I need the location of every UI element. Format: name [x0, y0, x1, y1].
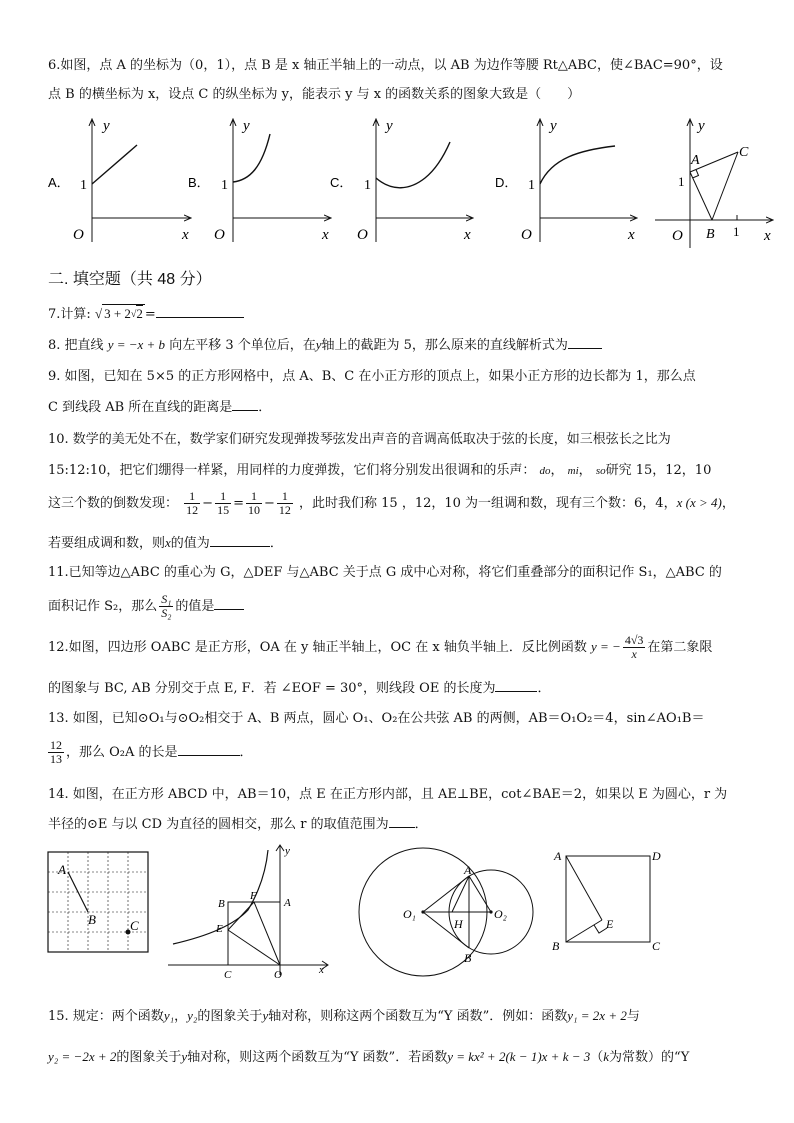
q10-line2-text: 15:12:10，把它们绷得一样紧，用同样的力度弹拨，它们将分别发出很调和的乐声：	[48, 463, 536, 478]
option-c-x-label: x	[464, 227, 471, 243]
q14-fig-d: D	[652, 849, 661, 863]
option-c-origin: O	[357, 227, 368, 243]
q8-answer-blank[interactable]	[568, 336, 602, 349]
q11-line2-end: 的值是	[175, 599, 215, 614]
q9-line1: 9. 如图，已知在 5×5 的正方形网格中，点 A、B、C 在小正方形的顶点上，如果小正方形的边长都为 1，那么点	[48, 369, 696, 384]
option-b-y-label: y	[243, 118, 250, 134]
q8-y-var: y	[315, 337, 322, 352]
q14-fig-e: E	[606, 917, 614, 931]
fig-y-label: y	[698, 118, 705, 134]
q12-fig-a: A	[284, 897, 291, 909]
q12-fig-f: F	[250, 890, 257, 902]
q7-equals: =	[144, 307, 156, 322]
q13-fig-a: A	[464, 863, 472, 877]
q15-example-fn2: y₂ = −2x + 2	[48, 1049, 117, 1064]
q10-comma: ，	[721, 496, 735, 511]
q8-part-a: 8. 把直线	[48, 338, 104, 353]
option-d-y-label: y	[550, 118, 557, 134]
q10-answer-blank[interactable]	[210, 534, 270, 547]
q13-answer-blank[interactable]	[178, 743, 240, 756]
fig-point-c: C	[739, 145, 749, 160]
q14-fig-a: A	[554, 849, 562, 863]
q10-do: do	[539, 465, 551, 477]
option-c-label: C．	[330, 175, 353, 190]
q11-fraction: $\frac{\text{S₁}}{\text{S₂}}$	[161, 592, 172, 620]
option-a-graph	[48, 118, 190, 243]
q11-answer-blank[interactable]	[214, 597, 244, 610]
q6-line2: 点 B 的横坐标为 x，设点 C 的纵坐标为 y，能表示 y 与 x 的函数关系的图象大致是（ ）	[48, 87, 581, 102]
q15-line1-text: 15. 规定：两个函数	[48, 1009, 164, 1024]
q15-y-var: y	[262, 1008, 269, 1023]
q12-line1	[48, 632, 712, 663]
q7-answer-blank[interactable]	[156, 305, 244, 318]
q13-fraction: $\frac{12}{13}$	[50, 738, 62, 766]
q15-line2: y₂ = −2x + 2的图象关于y轴对称，则这两个函数互为“Y 函数”．若函数y = kx² + 2(k − 1)x + k − 3（k为常数）的“Y	[48, 1049, 690, 1065]
q14-answer-blank[interactable]	[389, 815, 415, 828]
q8-part-c: 轴上的截距为 5，那么原来的直线解析式为	[321, 338, 568, 353]
option-c-one: 1	[364, 178, 371, 193]
fig-origin: O	[672, 228, 683, 244]
q12-fig-o: O	[274, 969, 282, 980]
q12-line1-text: 12.如图，四边形 OABC 是正方形，OA 在 y 轴正半轴上，OC 在 x 轴负半轴上．反比例函数	[48, 640, 587, 655]
option-d-x-label: x	[628, 227, 635, 243]
option-b-one: 1	[221, 178, 228, 193]
q10-frac-3: $\frac{1}{10}$	[247, 489, 260, 517]
q14-figure	[552, 849, 661, 953]
q6-options-figure	[40, 112, 794, 252]
q13-fig-h: H	[454, 917, 463, 931]
q9-end: ．	[258, 400, 272, 415]
q10-line3: 这三个数的倒数发现： $\frac{1}{12}$ − $\frac{1}{15}$ = $\frac{1}{10}$ − $\frac{1}{12}$ ，此时我们称 15 ，12，10 为一组调和数，现有三个数：6，4，x (x > 4)，	[48, 489, 735, 517]
option-d-origin: O	[521, 227, 532, 243]
q10-line4: 若要组成调和数，则x的值为 ．	[48, 535, 283, 551]
q12-fig-y: y	[285, 845, 290, 857]
q9-line2-text: C 到线段 AB 所在直线的距离是	[48, 400, 233, 415]
q7-prefix: 7.计算:	[48, 307, 91, 322]
q12-fn-left: y = −	[591, 639, 621, 654]
q13-line2: $\frac{12}{13}$ ，那么 O₂A 的长是 ．	[50, 738, 253, 766]
q10-line3-text: 这三个数的倒数发现：	[48, 496, 179, 511]
fig-point-a: A	[691, 153, 700, 168]
q10-so: so	[595, 465, 606, 477]
q11-line2	[48, 592, 244, 622]
q6-line1: 6.如图，点 A 的坐标为（0，1），点 B 是 x 轴正半轴上的一动点，以 AB 为边作等腰 Rt△ABC，使∠BAC=90°，设	[48, 58, 723, 73]
q11-line2-text: 面积记作 S₂，那么	[48, 599, 158, 614]
q13-figure	[359, 848, 533, 976]
q8-function: y = −x + b	[107, 337, 166, 352]
q12-figure	[168, 845, 328, 980]
q9-line2	[48, 398, 271, 417]
fig-one-x: 1	[733, 224, 740, 239]
option-a-label: A．	[48, 175, 70, 190]
fig-x-label: x	[764, 228, 771, 244]
option-c-y-label: y	[386, 118, 393, 134]
q10-line2-end: 研究 15，12，10	[605, 463, 712, 478]
q13-line2-text: ，那么 O₂A 的长是	[66, 745, 178, 760]
q10-frac-2: $\frac{1}{15}$	[217, 489, 230, 517]
option-a-y-label: y	[103, 118, 110, 134]
option-b-origin: O	[214, 227, 225, 243]
q9-answer-blank[interactable]	[232, 398, 258, 411]
option-c-graph	[330, 118, 472, 243]
q12-line2: 的图象与 BC, AB 分别交于点 E, F．若 ∠EOF = 30°，则线段 OE 的长度为 ．	[48, 681, 551, 696]
q12-fig-b: B	[218, 898, 225, 910]
q15-function: y = kx² + 2(k − 1)x + k − 3	[447, 1049, 591, 1064]
q6-reference-figure	[655, 118, 772, 248]
q10-frac-4: $\frac{1}{12}$	[278, 489, 291, 517]
section-heading: 二. 填空题（共 48 分）	[48, 271, 212, 288]
q8-part-b: 向左平移 3 个单位后，在	[169, 338, 316, 353]
q10-line2: 15:12:10，把它们绷得一样紧，用同样的力度弹拨，它们将分别发出很调和的乐声： do， mi， so研究 15，12，10	[48, 463, 712, 478]
q14-line1: 14. 如图，在正方形 ABCD 中，AB＝10，点 E 在正方形内部，且 AE⊥BE，cot∠BAE＝2，如果以 E 为圆心，r 为	[48, 787, 728, 802]
q10-mi: mi	[567, 465, 579, 477]
q14-fig-c: C	[652, 939, 661, 953]
q10-x-var: x	[165, 535, 171, 550]
q15-y2: y₂	[187, 1008, 198, 1023]
q7-radicand: 3 + 2√2	[102, 304, 145, 324]
q10-line1: 10. 数学的美无处不在，数学家们研究发现弹拨琴弦发出声音的音调高低取决于弦的长度，如三根弦长之比为	[48, 432, 671, 447]
q10-x-condition: x (x > 4)	[676, 495, 722, 510]
q10-frac-1: $\frac{1}{12}$	[186, 489, 199, 517]
q14-line2-text: 半径的⊙E 与以 CD 为直径的圆相交，那么 r 的取值范围为	[48, 817, 389, 832]
option-d-graph	[495, 118, 636, 243]
q12-fig-x: x	[319, 964, 324, 976]
fig-one-y: 1	[678, 174, 685, 189]
option-d-label: D．	[495, 175, 518, 190]
q13-fig-o1: O₁	[403, 907, 416, 921]
option-a-x-label: x	[182, 227, 189, 243]
q8-line	[48, 336, 602, 355]
q12-fraction: $\frac{4√3}{x}$	[624, 633, 644, 661]
q10-line4-text: 若要组成调和数，则	[48, 536, 166, 551]
option-d-one: 1	[528, 178, 535, 193]
q10-line4-end: 的值为	[170, 536, 210, 551]
q15-example-fn1: y₁ = 2x + 2	[567, 1008, 627, 1023]
q15-line1: 15. 规定：两个函数y₁，y₂的图象关于y轴对称，则称这两个函数互为“Y 函数”．例如：函数y₁ = 2x + 2与	[48, 1008, 640, 1024]
q14-line2: 半径的⊙E 与以 CD 为直径的圆相交，那么 r 的取值范围为 ．	[48, 817, 428, 832]
option-a-origin: O	[73, 227, 84, 243]
grid-point-c: C	[130, 918, 139, 933]
q11-line1: 11.已知等边△ABC 的重心为 G，△DEF 与△ABC 关于点 G 成中心对称，将它们重叠部分的面积记作 S₁，△ABC 的	[48, 565, 722, 580]
grid-point-a: A	[58, 862, 66, 877]
q10-line3-mid: ，此时我们称 15 ，12，10 为一组调和数，现有三个数：6，4，	[299, 496, 677, 511]
option-b-x-label: x	[322, 227, 329, 243]
q12-answer-blank[interactable]	[495, 679, 537, 692]
q12-fig-c: C	[224, 969, 232, 980]
q12-fig-e: E	[216, 923, 223, 935]
fig-point-b: B	[706, 227, 715, 242]
q13-fig-b: B	[464, 951, 472, 965]
option-b-graph	[188, 118, 330, 243]
grid-point-b: B	[88, 912, 96, 927]
option-a-one: 1	[80, 178, 87, 193]
q15-y1: y₁	[163, 1008, 175, 1023]
option-b-label: B．	[188, 175, 210, 190]
figures-row	[40, 840, 780, 980]
q14-fig-b: B	[552, 939, 560, 953]
q12-line2-text: 的图象与 BC, AB 分别交于点 E, F．若 ∠EOF = 30°，则线段 OE 的长度为	[48, 681, 496, 696]
q13-line1: 13. 如图，已知⊙O₁与⊙O₂相交于 A、B 两点，圆心 O₁、O₂在公共弦 AB 的两侧，AB＝O₁O₂＝4，sin∠AO₁B＝	[48, 711, 705, 726]
q12-line1-end: 在第二象限	[647, 640, 713, 655]
q7-inner-root: 2	[136, 306, 143, 321]
q9-grid-figure	[48, 852, 148, 952]
q7-line: 7.计算: √ 3 + 2√2 =	[48, 304, 244, 324]
q13-fig-o2: O₂	[494, 907, 507, 921]
